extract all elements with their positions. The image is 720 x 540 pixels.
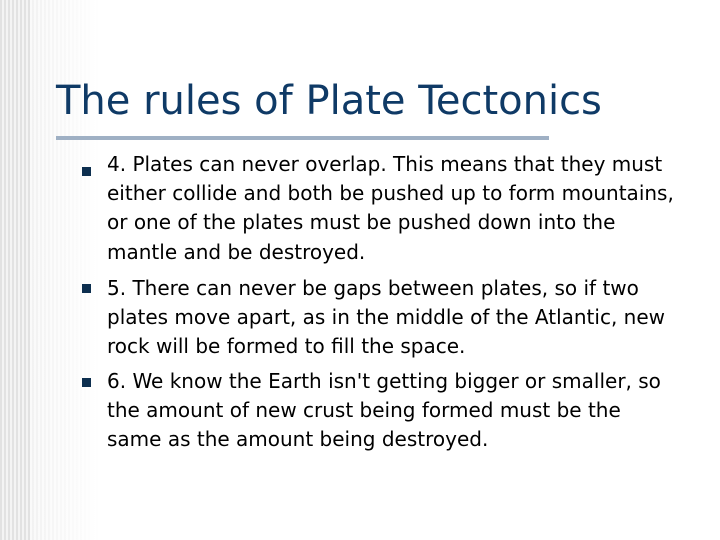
bullet-text: 6. We know the Earth isn't getting bigger or smaller, so the amount of new crust being formed must be the same as the amount being destroyed. [107,369,661,452]
slide-title: The rules of Plate Tectonics [56,78,602,124]
bullet-text: 5. There can never be gaps between plates, so if two plates move apart, as in the middle of the Atlantic, new rock will be formed to fill the space. [107,276,666,359]
bullet-text: 4. Plates can never overlap. This means that they must either collide and both be pushed up to form mountains, or one of the plates must be pushed down into the mantle and be destroyed. [107,152,674,264]
title-underline [56,136,549,140]
square-bullet-icon [82,284,91,293]
square-bullet-icon [82,378,91,387]
square-bullet-icon [82,167,91,176]
